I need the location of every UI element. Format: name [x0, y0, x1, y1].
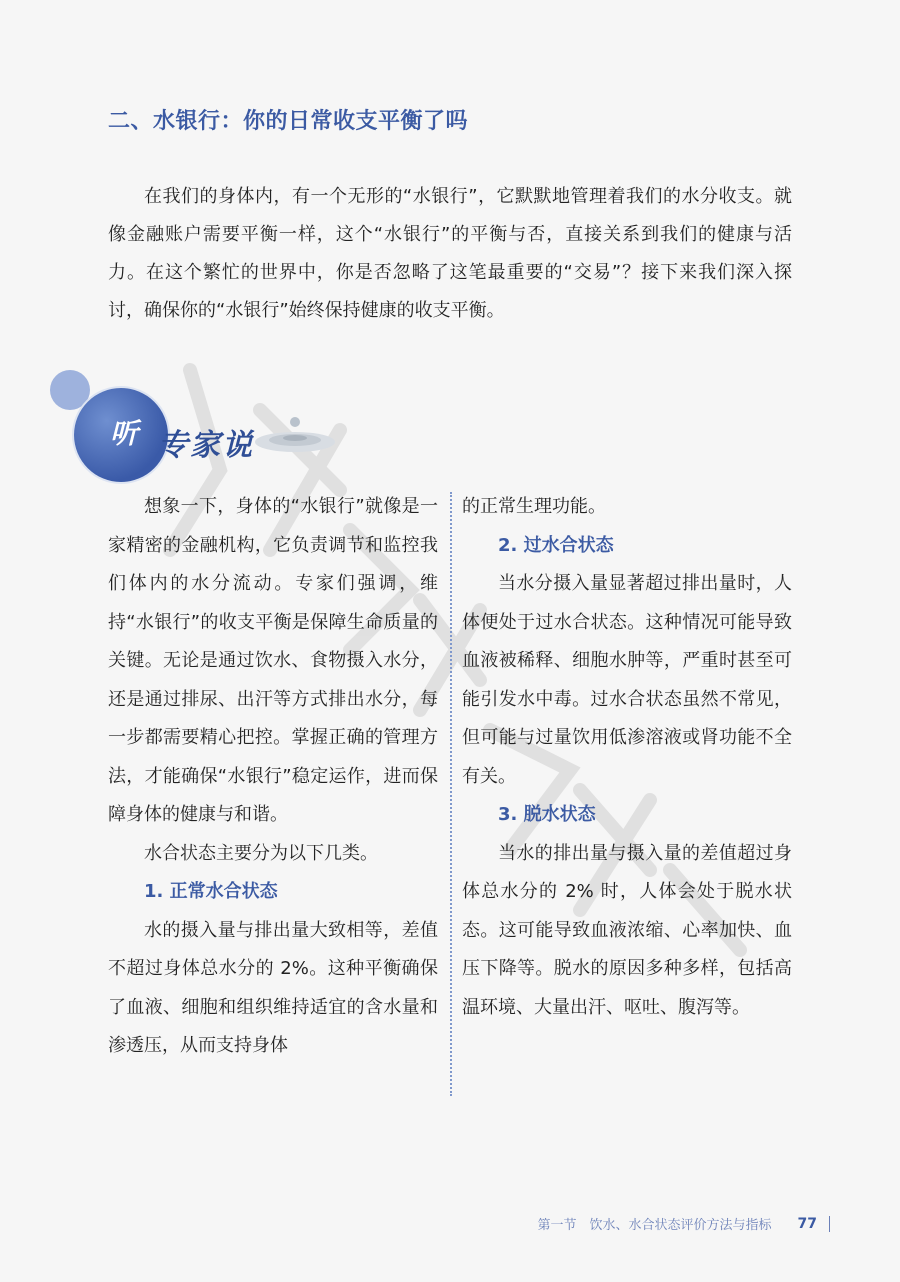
left-paragraph-3: 水的摄入量与排出量大致相等，差值不超过身体总水分的 2%。这种平衡确保了血液、细胞和组织维持适宜的含水量和渗透压，从而支持身体 — [108, 919, 438, 1056]
right-paragraph-1: 的正常生理功能。 — [462, 496, 606, 517]
subheading-overhydration: 2. 过水合状态 — [498, 534, 614, 556]
right-paragraph-2: 当水分摄入量显著超过排出量时，人体便处于过水合状态。这种情况可能导致血液被稀释、细胞水肿等，严重时甚至可能引发水中毒。过水合状态虽然不常见，但可能与过量饮用低渗溶液或肾功能不全有关。 — [462, 573, 792, 787]
section-title: 二、水银行：你的日常收支平衡了吗 — [108, 109, 469, 134]
intro-text: 在我们的身体内，有一个无形的“水银行”，它默默地管理着我们的水分收支。就像金融账户需要平衡一样，这个“水银行”的平衡与否，直接关系到我们的健康与活力。在这个繁忙的世界中，你是否忽略了这笔最重要的“交易”？接下来我们深入探讨，确保你的“水银行”始终保持健康的收支平衡。 — [108, 186, 792, 321]
right-column — [462, 488, 792, 1027]
footer-bar — [829, 1216, 830, 1232]
right-paragraph-3: 当水的排出量与摄入量的差值超过身体总水分的 2% 时，人体会处于脱水状态。这可能导致血液浓缩、心率加快、血压下降等。脱水的原因多种多样，包括高温环境、大量出汗、呕吐、腹泻等。 — [462, 842, 792, 1018]
subheading-dehydration: 3. 脱水状态 — [498, 804, 596, 825]
footer-chapter: 第一节 饮水、水合状态评价方法与指标 — [537, 1218, 772, 1233]
page-number: 77 — [797, 1215, 817, 1232]
page-footer — [538, 1214, 831, 1233]
listen-badge-char: 听 — [109, 417, 138, 450]
left-column — [108, 488, 438, 1066]
expert-says-title: 专家说 — [158, 428, 254, 463]
subheading-normal-hydration: 1. 正常水合状态 — [144, 881, 278, 902]
left-paragraph-1: 想象一下，身体的“水银行”就像是一家精密的金融机构，它负责调节和监控我们体内的水分流动。专家们强调，维持“水银行”的收支平衡是保障生命质量的关键。无论是通过饮水、食物摄入水分，还是通过排尿、出汗等方式排出水分，每一步都需要精心把控。掌握正确的管理方法，才能确保“水银行”稳定运作，进而保障身体的健康与和谐。 — [108, 496, 438, 825]
column-divider — [450, 492, 452, 1096]
intro-paragraph — [108, 178, 792, 330]
left-paragraph-2: 水合状态主要分为以下几类。 — [144, 842, 378, 864]
water-splash-icon — [250, 400, 340, 460]
